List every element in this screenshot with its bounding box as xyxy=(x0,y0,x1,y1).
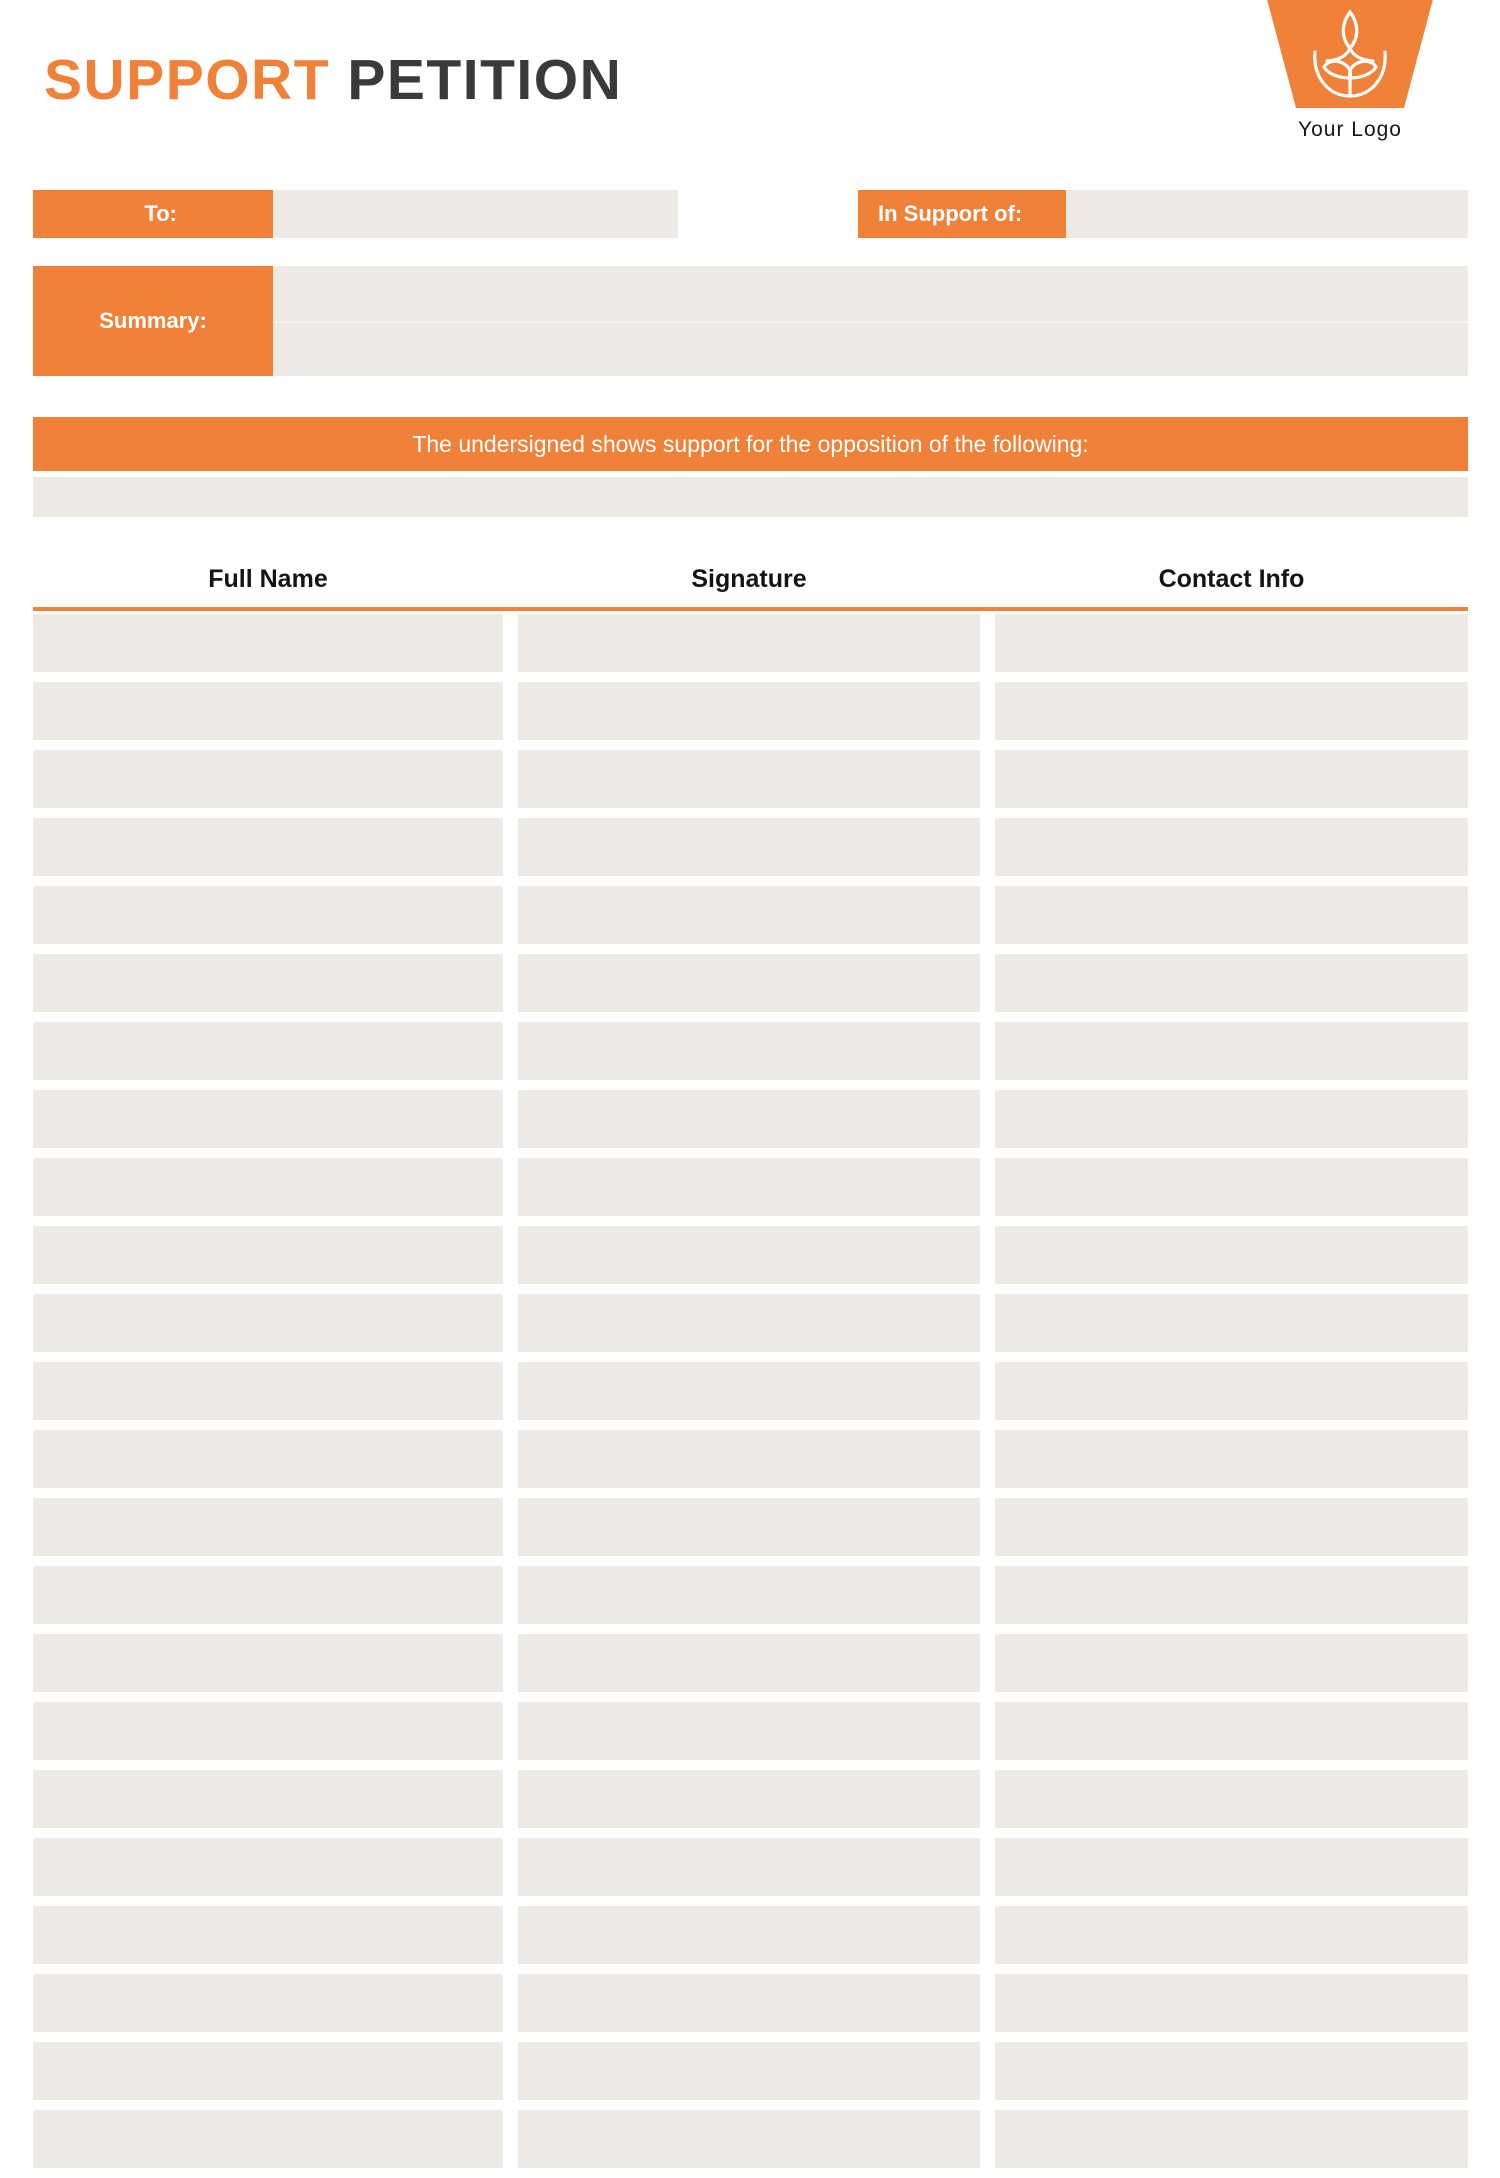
in-support-of-field-label xyxy=(858,190,1066,238)
table-cell-contact-info[interactable] xyxy=(995,1158,1468,1216)
table-cell-signature[interactable] xyxy=(518,1022,980,1080)
column-header-full-name: Full Name xyxy=(208,565,328,593)
table-row xyxy=(0,750,1500,818)
table-cell-signature[interactable] xyxy=(518,1090,980,1148)
statement-banner-text: The undersigned shows support for the opposition of the following: xyxy=(412,430,1089,457)
table-cell-signature[interactable] xyxy=(518,1702,980,1760)
table-row xyxy=(0,1974,1500,2042)
summary-field-label xyxy=(33,266,273,376)
table-row xyxy=(0,1702,1500,1770)
table-cell-full-name[interactable] xyxy=(33,1362,503,1420)
table-cell-signature[interactable] xyxy=(518,1634,980,1692)
table-cell-full-name[interactable] xyxy=(33,1158,503,1216)
table-cell-signature[interactable] xyxy=(518,1226,980,1284)
in-support-of-label-text: In Support of: xyxy=(878,201,1023,226)
table-body xyxy=(0,614,1500,2178)
table-cell-signature[interactable] xyxy=(518,1362,980,1420)
table-cell-signature[interactable] xyxy=(518,614,980,672)
column-header-contact-info: Contact Info xyxy=(1158,565,1305,593)
table-row xyxy=(0,1634,1500,1702)
table-cell-contact-info[interactable] xyxy=(995,1702,1468,1760)
table-cell-signature[interactable] xyxy=(518,750,980,808)
table-row xyxy=(0,614,1500,682)
in-support-of-input[interactable] xyxy=(1066,190,1468,238)
table-cell-contact-info[interactable] xyxy=(995,2042,1468,2100)
to-field-label xyxy=(33,190,273,238)
table-cell-contact-info[interactable] xyxy=(995,1022,1468,1080)
table-cell-signature[interactable] xyxy=(518,1430,980,1488)
table-row xyxy=(0,1566,1500,1634)
table-cell-signature[interactable] xyxy=(518,1906,980,1964)
table-cell-full-name[interactable] xyxy=(33,1634,503,1692)
table-row xyxy=(0,1158,1500,1226)
table-cell-contact-info[interactable] xyxy=(995,614,1468,672)
table-cell-signature[interactable] xyxy=(518,1498,980,1556)
table-cell-signature[interactable] xyxy=(518,886,980,944)
table-cell-full-name[interactable] xyxy=(33,1498,503,1556)
page-header xyxy=(0,0,1500,180)
table-cell-full-name[interactable] xyxy=(33,1294,503,1352)
logo-block xyxy=(1240,0,1460,160)
page-title-petition: PETITION xyxy=(347,48,623,112)
table-row xyxy=(0,682,1500,750)
table-cell-contact-info[interactable] xyxy=(995,1294,1468,1352)
statement-banner xyxy=(33,417,1468,471)
table-cell-full-name[interactable] xyxy=(33,1906,503,1964)
table-cell-full-name[interactable] xyxy=(33,1702,503,1760)
table-cell-contact-info[interactable] xyxy=(995,1906,1468,1964)
table-cell-full-name[interactable] xyxy=(33,682,503,740)
table-cell-full-name[interactable] xyxy=(33,1090,503,1148)
table-cell-contact-info[interactable] xyxy=(995,1362,1468,1420)
summary-label-text: Summary: xyxy=(99,308,207,333)
page-title xyxy=(44,48,623,112)
table-cell-full-name[interactable] xyxy=(33,750,503,808)
table-cell-contact-info[interactable] xyxy=(995,1498,1468,1556)
table-row xyxy=(0,1294,1500,1362)
signature-table xyxy=(0,555,1500,607)
summary-input[interactable] xyxy=(273,266,1468,376)
table-cell-contact-info[interactable] xyxy=(995,750,1468,808)
table-cell-contact-info[interactable] xyxy=(995,682,1468,740)
table-cell-contact-info[interactable] xyxy=(995,1770,1468,1828)
table-cell-full-name[interactable] xyxy=(33,1022,503,1080)
table-cell-full-name[interactable] xyxy=(33,2042,503,2100)
table-cell-contact-info[interactable] xyxy=(995,1226,1468,1284)
table-cell-full-name[interactable] xyxy=(33,614,503,672)
table-row xyxy=(0,1362,1500,1430)
page-title-support: SUPPORT xyxy=(44,48,331,112)
table-cell-full-name[interactable] xyxy=(33,1430,503,1488)
table-cell-signature[interactable] xyxy=(518,1294,980,1352)
table-cell-contact-info[interactable] xyxy=(995,1090,1468,1148)
column-header-signature: Signature xyxy=(691,565,807,593)
table-row xyxy=(0,1838,1500,1906)
table-cell-full-name[interactable] xyxy=(33,886,503,944)
table-cell-contact-info[interactable] xyxy=(995,1838,1468,1896)
lotus-meditation-icon xyxy=(1295,4,1405,104)
table-row xyxy=(0,2110,1500,2178)
table-row xyxy=(0,1022,1500,1090)
logo-caption: Your Logo xyxy=(1298,118,1402,141)
table-row xyxy=(0,1770,1500,1838)
table-cell-signature[interactable] xyxy=(518,818,980,876)
table-row xyxy=(0,1430,1500,1498)
table-cell-signature[interactable] xyxy=(518,1770,980,1828)
table-cell-contact-info[interactable] xyxy=(995,818,1468,876)
to-label-text: To: xyxy=(144,201,177,226)
table-header-row xyxy=(0,555,1500,607)
table-cell-signature[interactable] xyxy=(518,1838,980,1896)
table-row xyxy=(0,2042,1500,2110)
table-cell-full-name[interactable] xyxy=(33,1226,503,1284)
table-cell-full-name[interactable] xyxy=(33,954,503,1012)
table-row xyxy=(0,818,1500,886)
table-cell-signature[interactable] xyxy=(518,954,980,1012)
table-row xyxy=(0,1226,1500,1294)
table-row xyxy=(0,954,1500,1022)
table-cell-contact-info[interactable] xyxy=(995,886,1468,944)
table-cell-contact-info[interactable] xyxy=(995,954,1468,1012)
table-cell-signature[interactable] xyxy=(518,2042,980,2100)
table-cell-contact-info[interactable] xyxy=(995,1430,1468,1488)
table-cell-full-name[interactable] xyxy=(33,818,503,876)
statement-input[interactable] xyxy=(33,477,1468,517)
table-cell-contact-info[interactable] xyxy=(995,1566,1468,1624)
table-row xyxy=(0,1906,1500,1974)
table-cell-full-name[interactable] xyxy=(33,1566,503,1624)
table-cell-contact-info[interactable] xyxy=(995,1634,1468,1692)
to-input[interactable] xyxy=(273,190,678,238)
table-header-rule xyxy=(33,607,1468,611)
table-cell-signature[interactable] xyxy=(518,682,980,740)
table-cell-signature[interactable] xyxy=(518,1974,980,2032)
table-cell-signature[interactable] xyxy=(518,1566,980,1624)
table-cell-full-name[interactable] xyxy=(33,1974,503,2032)
table-cell-signature[interactable] xyxy=(518,1158,980,1216)
table-row xyxy=(0,886,1500,954)
table-cell-full-name[interactable] xyxy=(33,1770,503,1828)
table-row xyxy=(0,1090,1500,1158)
table-cell-contact-info[interactable] xyxy=(995,1974,1468,2032)
table-row xyxy=(0,1498,1500,1566)
table-cell-full-name[interactable] xyxy=(33,1838,503,1896)
